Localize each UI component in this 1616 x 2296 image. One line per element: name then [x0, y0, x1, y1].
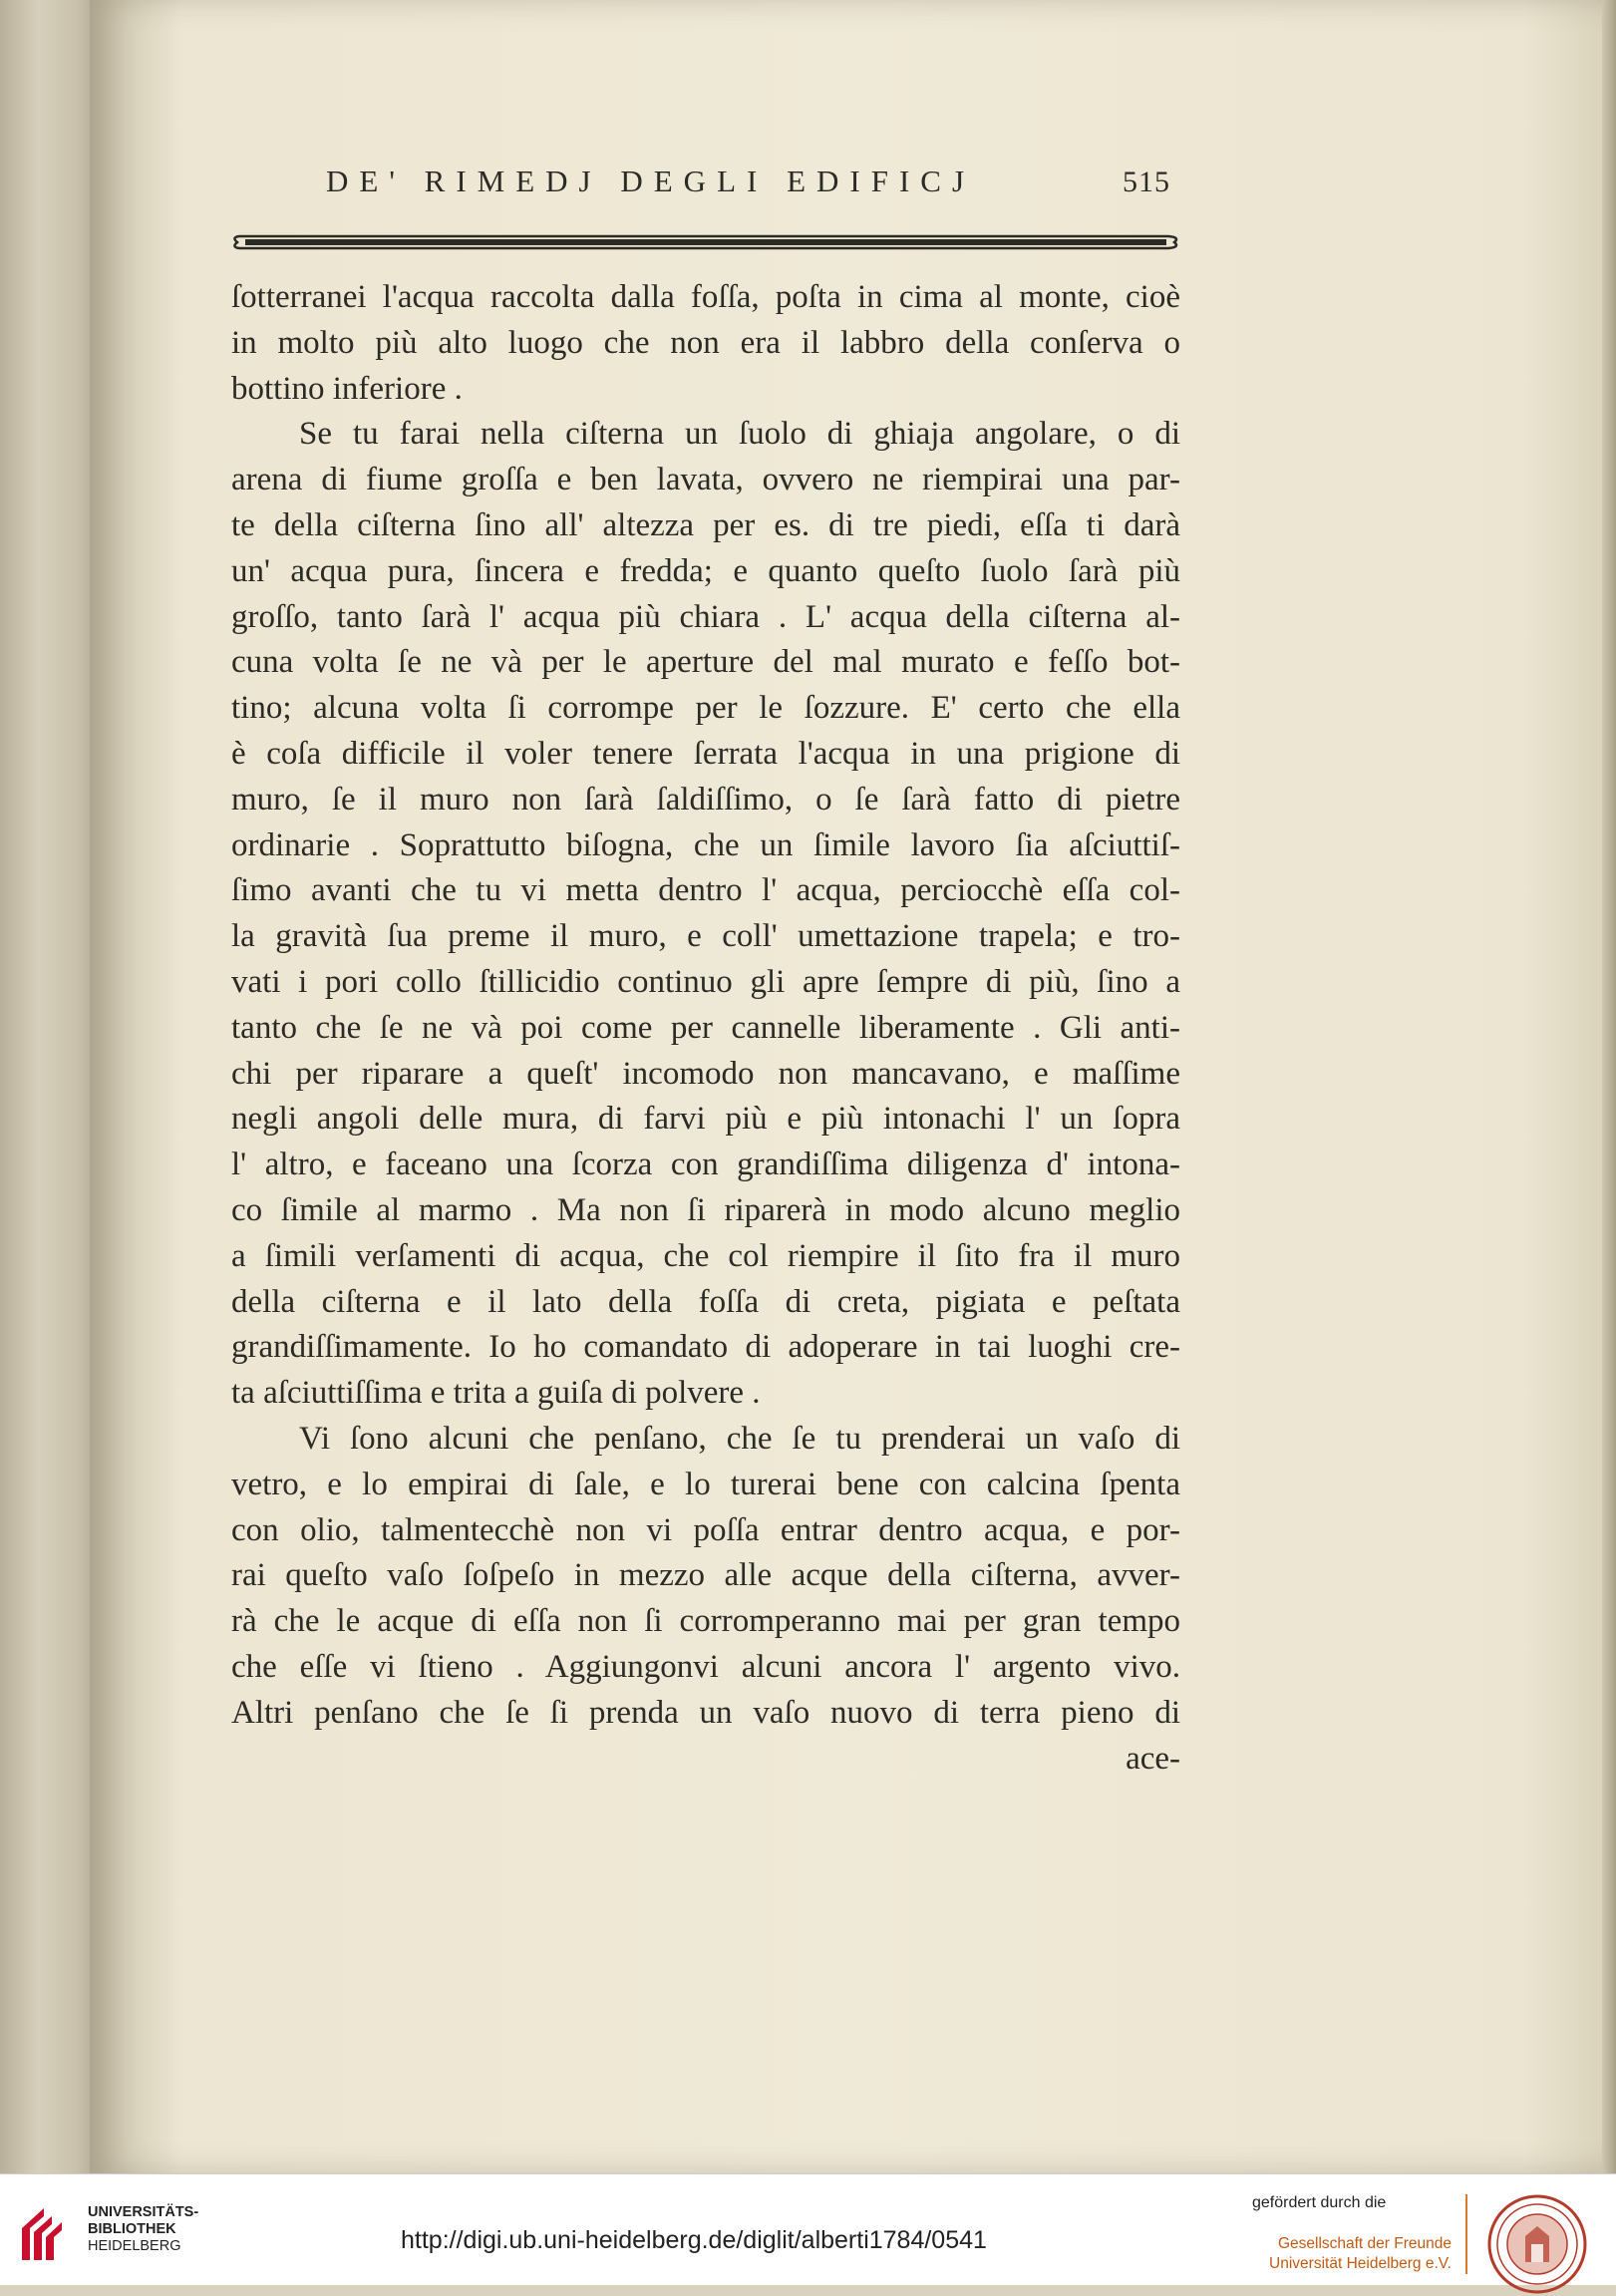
library-name-line2: BIBLIOTHEK [88, 2221, 176, 2237]
text-line: Altri penſano che ſe ſi prenda un vaſo nuovo di terra pieno di [231, 1694, 1180, 1731]
text-line: vetro, e lo empirai di ſale, e lo turerai bene con calcina ſpenta [231, 1466, 1180, 1502]
text-line: è coſa difficile il voler tenere ſerrata l'acqua in una prigione di [231, 735, 1180, 772]
library-logo-icon [18, 2204, 70, 2264]
text-line: un' acqua pura, ſincera e fredda; e quanto queſto ſuolo ſarà più [231, 552, 1180, 589]
text-line: co ſimile al marmo . Ma non ſi riparerà in modo alcuno meglio [231, 1191, 1180, 1228]
text-line: negli angoli delle mura, di farvi più e più intonachi l' un ſopra [231, 1101, 1180, 1138]
page-number: 515 [1123, 165, 1170, 198]
text-line: groſſo, tanto ſarà l' acqua più chiara . L' acqua della ciſterna al- [231, 598, 1180, 635]
text-line: ordinarie . Soprattutto biſogna, che un ſimile lavoro ſia aſciuttiſ- [231, 826, 1180, 863]
sponsor-name-line2: Universität Heidelberg e.V. [1269, 2255, 1452, 2272]
page-content [231, 150, 1180, 1782]
text-line: chi per riparare a queſt' incomodo non mancavano, e maſſime [231, 1055, 1180, 1092]
text-line: arena di fiume groſſa e ben lavata, ovvero ne riempirai una par- [231, 462, 1180, 498]
sponsor-divider [1465, 2194, 1467, 2274]
text-line: Vi ſono alcuni che penſano, che ſe tu prenderai un vaſo di [299, 1420, 1180, 1457]
sponsor-name-line1: Gesellschaft der Freunde [1277, 2235, 1452, 2252]
ornamental-rule [231, 231, 1180, 253]
permalink-url[interactable]: http://digi.ub.uni-heidelberg.de/diglit/alberti1784/0541 [401, 2226, 987, 2254]
text-line: tanto che ſe ne và poi come per cannelle liberamente . Gli anti- [231, 1009, 1180, 1046]
library-name [88, 2204, 198, 2255]
text-line: ſotterranei l'acqua raccolta dalla foſſa, poſta in cima al monte, cioè [231, 279, 1180, 315]
text-line: vati i pori collo ſtillicidio continuo gli apre ſempre di più, ſino a [231, 963, 1180, 1000]
sponsor-label: gefördert durch die [1252, 2194, 1387, 2211]
text-line: rà che le acque di eſſa non ſi corromperanno mai per gran tempo [231, 1603, 1180, 1640]
text-line: in molto più alto luogo che non era il labbro della conſerva o [231, 324, 1180, 361]
university-seal-icon [1485, 2192, 1589, 2296]
running-head-title: DE' RIMEDJ DEGLI EDIFICJ [326, 164, 976, 198]
text-line: della ciſterna e il lato della foſſa di creta, pigiata e peſtata [231, 1283, 1180, 1320]
text-line: bottino inferiore . [231, 370, 463, 407]
catchword: ace- [1126, 1740, 1180, 1777]
library-name-line1: UNIVERSITÄTS- [88, 2204, 199, 2220]
library-name-line3: HEIDELBERG [88, 2238, 181, 2254]
page-edge [1602, 0, 1616, 2173]
text-line: con olio, talmentecchè non vi poſſa entrar dentro acqua, e por- [231, 1511, 1180, 1548]
text-line: l' altro, e faceano una ſcorza con grandiſſima diligenza d' intona- [231, 1147, 1180, 1183]
body-text [231, 275, 1180, 1737]
text-line: Se tu farai nella ciſterna un ſuolo di ghiaja angolare, o di [299, 416, 1180, 453]
text-line: grandiſſimamente. Io ho comandato di adoperare in tai luoghi cre- [231, 1329, 1180, 1366]
running-head [231, 150, 1180, 209]
footer-bar [0, 2173, 1616, 2285]
text-line: ſimo avanti che tu vi metta dentro l' acqua, perciocchè eſſa col- [231, 872, 1180, 909]
text-line: tino; alcuna volta ſi corrompe per le ſozzure. E' certo che ella [231, 690, 1180, 727]
text-line: la gravità ſua preme il muro, e coll' umettazione trapela; e tro- [231, 918, 1180, 955]
text-line: muro, ſe il muro non ſarà ſaldiſſimo, o ſe ſarà fatto di pietre [231, 781, 1180, 818]
text-line: cuna volta ſe ne và per le aperture del mal murato e feſſo bot- [231, 644, 1180, 681]
text-line: a ſimili verſamenti di acqua, che col riempire il ſito fra il muro [231, 1237, 1180, 1274]
text-line: te della ciſterna ſino all' altezza per es. di tre piedi, eſſa ti darà [231, 506, 1180, 543]
sponsor-name [1252, 2234, 1452, 2274]
text-line: che eſſe vi ſtieno . Aggiungonvi alcuni ancora l' argento vivo. [231, 1648, 1180, 1685]
text-line: rai queſto vaſo ſoſpeſo in mezzo alle acque della ciſterna, avver- [231, 1557, 1180, 1594]
text-line: ta aſciuttiſſima e trita a guiſa di polvere . [231, 1375, 761, 1412]
